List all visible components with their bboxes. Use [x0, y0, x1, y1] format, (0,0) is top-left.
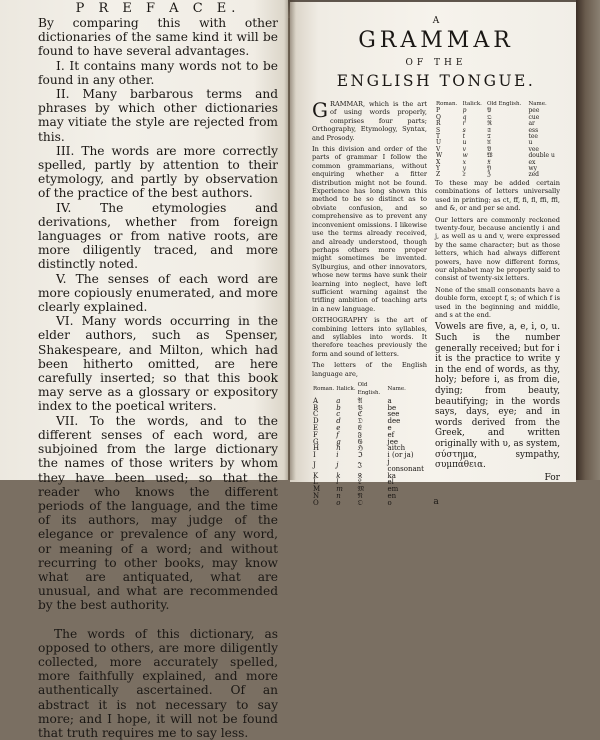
alphabet-row	[312, 418, 427, 425]
letter-name: u	[528, 139, 533, 147]
letter-name: vee	[528, 145, 539, 153]
letter-name: cue	[528, 113, 540, 121]
preface-item-2: II. Many barbarous terms and phrases by which other dictionaries may vitiate the style are rejected from this.	[38, 87, 278, 144]
old-english-letter: ℭ	[357, 410, 363, 419]
old-english-letter: 𝔎	[357, 471, 363, 480]
preface-item-4: IV. The etymologies and derivations, whether from foreign languages or from native roots, are more diligently traced, and more distinctly noted.	[38, 200, 278, 272]
drop-cap: G	[312, 98, 328, 122]
old-english-letter: 𝔔	[487, 113, 492, 121]
orthography-paragraph: ORTHOGRAPHY is the art of combining letters into syllables, and syllables into words. It therefore teaches previously the form and sound of letters.	[312, 316, 427, 358]
alphabet-row	[312, 493, 427, 500]
running-head: P R E F A C E.	[75, 1, 241, 16]
italick-letter: s	[462, 126, 466, 134]
letter-name: tee	[528, 133, 538, 141]
old-english-letter: ℑ	[357, 451, 363, 460]
old-english-letter: ℌ	[357, 444, 363, 453]
alphabet-table-body-continued	[435, 108, 560, 178]
col-header-name: Name.	[528, 101, 547, 107]
old-english-letter: 𝔘	[487, 139, 491, 147]
alphabet-table-header-continued	[435, 100, 560, 108]
roman-letter: H	[313, 444, 320, 453]
alphabet-row	[312, 479, 427, 486]
old-english-letter: 𝔑	[357, 491, 363, 500]
letter-name: jee	[387, 437, 398, 446]
letter-name: double u	[528, 152, 555, 160]
letter-name: wy	[528, 165, 537, 173]
letter-name: j consonant	[387, 457, 424, 473]
alphabet-row	[312, 459, 427, 473]
old-english-letter: 𝔒	[357, 498, 363, 507]
italick-letter: l	[336, 478, 339, 487]
old-english-letter: 𝔇	[357, 417, 363, 426]
col-header-roman: Roman.	[313, 386, 335, 393]
old-english-letter: 𝔏	[357, 478, 362, 487]
roman-letter: W	[436, 152, 443, 160]
italick-letter: y	[462, 165, 466, 173]
letter-name: see	[387, 410, 400, 419]
letter-name: i (or ja)	[387, 451, 414, 460]
left-page	[0, 0, 288, 740]
book-cover-edge	[576, 0, 600, 480]
title-connector: OF THE	[405, 58, 467, 68]
italick-letter: j	[336, 461, 339, 470]
roman-letter: K	[313, 471, 319, 480]
letter-name: el	[387, 478, 394, 487]
col-header-roman: Roman.	[436, 101, 458, 107]
preface-closing: The words of this dictionary, as opposed to others, are more diligently collected, more accurately spelled, more faithfully explained, and more authentically ascertained. Of an abstract it is not necessary to say more; and I hope, it will not be found that truth requires me to say less.	[38, 626, 278, 740]
letter-name: em	[387, 485, 399, 494]
roman-letter: M	[313, 485, 321, 494]
preface-item-1: I. It contains many words not to be found in any other.	[38, 58, 278, 87]
roman-letter: Q	[436, 113, 441, 121]
division-paragraph: In this division and order of the parts of grammar I follow the common grammarians, without enquiring whether a fitter distribution might not be found. Experience has long shown this method to be so distinct as to obviate confusion, and so comprehensive as to prevent any inconvenient omissions. I likewise use the terms already received, and already understood, though perhaps others more proper might sometimes be invented. Sylburgius, and other innovators, whose new terms have sunk their learning into neglect, have left sufficient warning against the trifling ambition of teaching arts in a new language.	[312, 145, 427, 313]
combinations-note: To these may be added certain combinations of letters universally used in printing; as ct, ff, fi, fl, ffi, ffl, and &, or and per se and.	[435, 178, 560, 213]
roman-letter: Z	[436, 171, 441, 179]
col-header-name: Name.	[387, 386, 406, 393]
roman-letter: Y	[436, 165, 440, 173]
old-english-letter: 𝔄	[357, 396, 363, 405]
roman-letter: J	[313, 461, 316, 470]
roman-letter: L	[313, 478, 318, 487]
letter-name: ess	[528, 126, 539, 134]
preface-text	[38, 16, 278, 740]
old-english-letter: 𝔅	[357, 403, 363, 412]
italick-letter: c	[336, 410, 341, 419]
italick-letter: b	[336, 403, 341, 412]
preface-item-6: VI. Many words occurring in the elder authors, such as Spenser, Shakespeare, and Milton, which had been hitherto omitted, are here carefully inserted; so that this book may serve as a glossary or expository index to the poetical writers.	[38, 314, 278, 414]
preface-item-3: III. The words are more correctly spelled, partly by attention to their etymology, and partly by observation of the practice of the best authors.	[38, 143, 278, 201]
italick-letter: u	[462, 139, 467, 147]
alphabet-row	[312, 452, 427, 459]
roman-letter: F	[313, 430, 318, 439]
roman-letter: S	[436, 126, 441, 134]
column-right	[435, 100, 560, 507]
alphabet-row	[312, 500, 427, 507]
old-english-letter: 𝔈	[357, 424, 362, 432]
page-subtitle: ENGLISH TONGUE.	[336, 72, 536, 90]
col-header-old-english: Old English.	[487, 101, 522, 107]
old-english-letter: 𝔛	[487, 158, 491, 166]
vowels-paragraph: Vowels are five, a, e, i, o, u. Such is the number generally received; but for i it is the practice to write y in the end of words, as thy, holy; before i, as from die, dying; from beauty, beautifying; in the words says, days, eye; and in words derived from the Greek, and written originally with υ, as system, σύστημα, sympathy, συμπάθεια.	[435, 322, 560, 471]
italick-letter: n	[336, 491, 341, 500]
col-header-italick: Italick.	[462, 101, 482, 107]
italick-letter: d	[336, 417, 341, 426]
alphabet-table-header	[312, 381, 427, 398]
italick-letter: t	[462, 133, 466, 141]
letters-intro: The letters of the English language are,	[312, 361, 427, 378]
roman-letter: G	[313, 437, 319, 446]
italick-letter: f	[336, 430, 339, 439]
letter-name: en	[387, 491, 397, 500]
col-header-italick: Italick.	[336, 386, 356, 393]
letter-name: ka	[387, 471, 396, 480]
italick-letter: r	[462, 120, 466, 128]
letter-name: ef	[387, 430, 395, 439]
letter-count-note: Our letters are commonly reckoned twenty-four, because anciently i and j, as well as u and v, were expressed by the same character; but as those letters, which had always different powers, have now different forms, our alphabet may be properly said to consist of twenty-six letters.	[435, 215, 560, 283]
alphabet-table	[312, 381, 427, 507]
old-english-letter: 𝔙	[487, 145, 492, 153]
preface-item-5: V. The senses of each word are more copiously enumerated, and more clearly explained.	[38, 271, 278, 315]
alphabet-row	[312, 425, 427, 432]
double-form-note: None of the small consonants have a double form, except f, s; of which f is used in the beginning and middle, and s at the end.	[435, 285, 560, 319]
roman-letter: O	[313, 498, 319, 507]
intro-text: RAMMAR, which is the art of using words properly, comprises four parts; Orthography, Etymology, Syntax, and Prosody.	[312, 100, 427, 142]
roman-letter: U	[436, 139, 442, 147]
letter-name: o	[387, 498, 392, 507]
letter-name: ar	[528, 120, 535, 128]
old-english-letter: 𝔉	[357, 430, 363, 439]
italick-letter: w	[462, 152, 468, 160]
preface-item-7: VII. To the words, and to the different senses of each word, are subjoined from the large dictionary the names of those writers by whom they have been used; so that the reader who knows the different periods of the language, and the time of its authors, may judge of the elegance or prevalence of any word, or meaning of a word; and without recurring to other books, may know what are antiquated, what are unusual, and what are recommended by the best authority.	[38, 413, 278, 613]
italick-letter: q	[462, 113, 467, 121]
italick-letter: p	[462, 107, 467, 115]
catchword: For	[544, 472, 560, 483]
italick-letter: i	[336, 451, 339, 460]
letter-name: zed	[528, 171, 540, 179]
old-english-letter: 𝔚	[487, 152, 493, 160]
col-header-old-english: Old English.	[357, 382, 381, 397]
letter-name: ex	[528, 158, 536, 166]
alphabet-row	[312, 486, 427, 493]
italick-letter: e	[336, 424, 341, 432]
old-english-letter: 𝔊	[357, 437, 363, 446]
alphabet-row	[312, 411, 427, 418]
roman-letter: R	[436, 120, 441, 128]
roman-letter: X	[436, 158, 441, 166]
old-english-letter: ℨ	[487, 171, 491, 179]
page-ornament: A	[432, 16, 440, 26]
italick-letter: o	[336, 498, 341, 507]
italick-letter: m	[336, 485, 343, 494]
italick-letter: h	[336, 444, 341, 453]
italick-letter: g	[336, 437, 341, 446]
letter-name: pee	[528, 107, 540, 115]
roman-letter: I	[313, 451, 316, 460]
old-english-letter: 𝔓	[487, 107, 492, 115]
letter-name: a	[387, 396, 392, 405]
alphabet-row	[312, 432, 427, 439]
column-left	[312, 100, 427, 507]
letter-name: be	[387, 403, 397, 412]
book-gutter	[284, 0, 296, 480]
right-page	[290, 2, 576, 507]
old-english-letter: 𝔍	[357, 461, 362, 470]
roman-letter: T	[436, 133, 441, 141]
page-title: GRAMMAR	[358, 28, 514, 53]
italick-letter: x	[462, 158, 466, 166]
old-english-letter: 𝔗	[487, 133, 491, 141]
roman-letter: C	[313, 410, 319, 419]
roman-letter: E	[313, 424, 319, 432]
roman-letter: D	[313, 417, 319, 426]
roman-letter: V	[436, 145, 441, 153]
old-english-letter: 𝔜	[487, 165, 491, 173]
letter-name: aitch	[387, 444, 406, 453]
alphabet-table-continued	[435, 100, 560, 179]
italick-letter: a	[336, 396, 341, 405]
alphabet-table-body	[312, 398, 427, 507]
italick-letter: z	[462, 171, 466, 179]
signature-mark: a	[433, 496, 439, 507]
old-english-letter: ℜ	[487, 120, 492, 128]
roman-letter: P	[436, 107, 441, 115]
alphabet-row	[312, 405, 427, 412]
intro-paragraph	[312, 100, 427, 142]
old-english-letter: 𝔖	[487, 126, 492, 134]
preface-intro: By comparing this with other dictionaries of the same kind it will be found to have several advantages.	[38, 16, 278, 59]
roman-letter: N	[313, 491, 320, 500]
roman-letter: B	[313, 403, 319, 412]
two-column-body	[312, 100, 560, 507]
alphabet-row	[312, 439, 427, 446]
italick-letter: k	[336, 471, 341, 480]
alphabet-row	[312, 398, 427, 405]
italick-letter: v	[462, 145, 466, 153]
roman-letter: A	[313, 396, 319, 405]
alphabet-row	[312, 473, 427, 480]
letter-name: e	[387, 424, 392, 432]
old-english-letter: 𝔐	[357, 485, 365, 494]
letter-name: dee	[387, 417, 401, 426]
